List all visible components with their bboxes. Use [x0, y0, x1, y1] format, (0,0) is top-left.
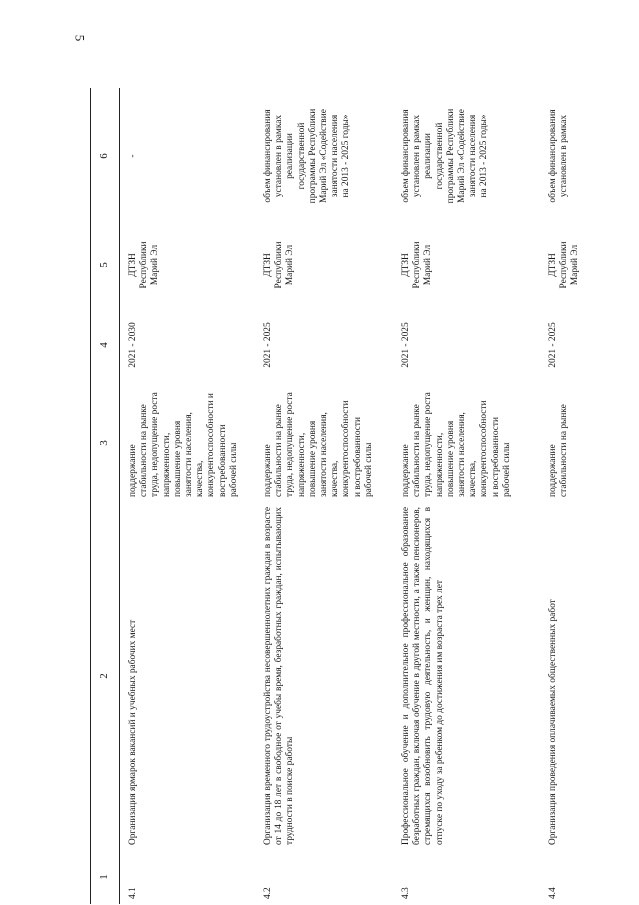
- goal-cell: поддержание стабильности на рынке труда, недопущение роста напряженности, повышение уровня занятости населения, качества, конкурентоспособности и востребованности рабочей силы: [263, 392, 374, 497]
- row-number: 4.1: [128, 887, 138, 899]
- period-cell: 2021 - 2025: [548, 322, 558, 368]
- table-row: [540, 88, 604, 904]
- col-header-6: 6: [91, 88, 120, 224]
- funding-cell: объем финансирования установлен в рамках реализации государственной программы Республики Марий Эл «Содействие занятости населения на 2013 - 2025 годы»: [263, 108, 352, 204]
- event-cell: Организация временного трудоустройства несовершеннолетних граждан в возрасте от 14 до 18 лет в свободное от учебы время, безработных граждан, испытывающих трудности в поиске работы: [263, 507, 296, 845]
- funding-cell: объем финансирования установлен в рамках: [548, 109, 570, 203]
- event-cell: Организация ярмарок вакансий и учебных рабочих мест: [128, 619, 138, 845]
- table-row: [255, 88, 393, 904]
- event-cell: Организация проведения оплачиваемых общественных работ: [548, 599, 558, 845]
- executor-cell: ДТЗН Республики Марий Эл: [128, 241, 161, 289]
- col-header-1: 1: [91, 850, 120, 904]
- period-cell: 2021 - 2025: [401, 322, 411, 368]
- goal-cell: поддержание стабильности на рынке труда, недопущение роста напряженности, повышение уровня занятости населения, качества, конкурентоспособности и востребованности рабочей силы: [128, 392, 239, 497]
- table-header-row: [91, 88, 120, 904]
- executor-cell: ДТЗН Республики Марий Эл: [548, 241, 581, 289]
- row-number: 4.2: [263, 887, 273, 899]
- col-header-2: 2: [91, 502, 120, 850]
- goal-cell: поддержание стабильности на рынке: [548, 404, 570, 497]
- executor-cell: ДТЗН Республики Марий Эл: [401, 241, 434, 289]
- row-number: 4.4: [548, 887, 558, 899]
- goal-cell: поддержание стабильности на рынке труда, недопущение роста напряженности, повышение уровня занятости населения, качества, конкурентоспособности и востребованности рабочей силы: [401, 392, 512, 497]
- rotated-table-wrapper: [90, 88, 598, 904]
- measures-table: [90, 88, 604, 904]
- col-header-4: 4: [91, 306, 120, 384]
- funding-cell: объем финансирования установлен в рамках реализации государственной программы Республики Марий Эл «Содействие занятости населения на 2013 - 2025 годы»: [401, 108, 490, 204]
- row-number: 4.3: [401, 887, 411, 899]
- page-number: 5: [72, 34, 88, 42]
- col-header-5: 5: [91, 224, 120, 306]
- event-cell: Профессиональное обучение и дополнительное профессиональное образование безработных граждан, включая обучение в другой местности, а также пенсионеров, стремящихся возобновить трудовую деятельность, и женщин, находящихся в отпуске по уходу за ребенком до достижения им возраста трех лет: [401, 507, 445, 845]
- table-row: [393, 88, 540, 904]
- table-row: [120, 88, 256, 904]
- period-cell: 2021 - 2025: [263, 322, 273, 368]
- executor-cell: ДТЗН Республики Марий Эл: [263, 241, 296, 289]
- period-cell: 2021 - 2030: [128, 322, 138, 368]
- col-header-3: 3: [91, 384, 120, 502]
- funding-cell: -: [128, 154, 138, 158]
